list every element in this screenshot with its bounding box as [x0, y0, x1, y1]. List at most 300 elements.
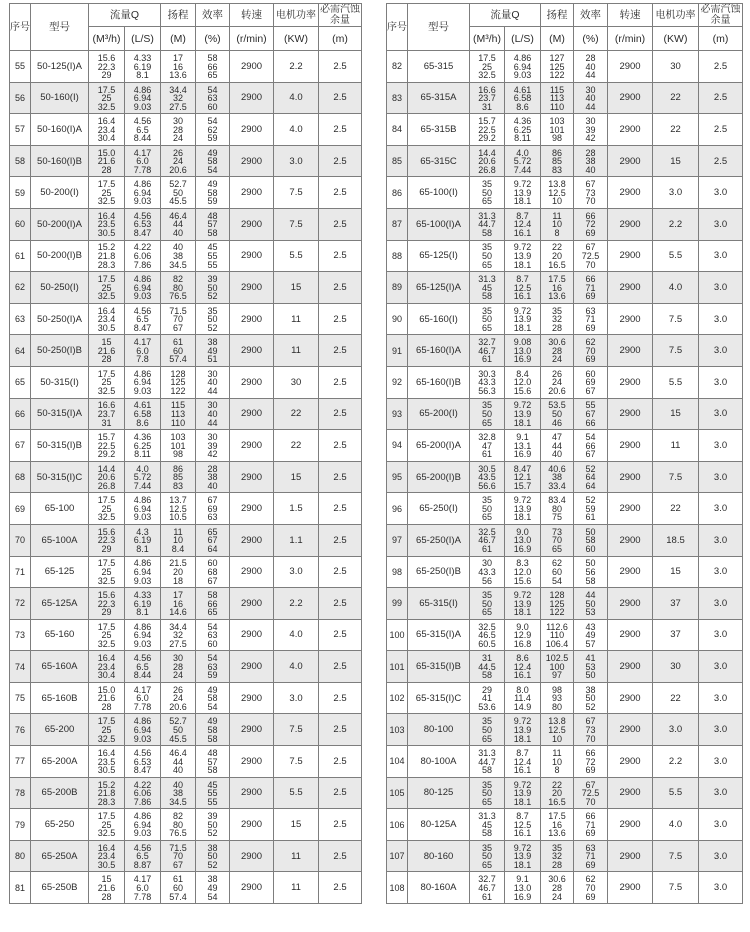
table-row — [10, 809, 362, 841]
flow-ls-cell-value: 6.58 — [513, 93, 532, 104]
head-cell-value: 20 — [552, 788, 563, 799]
head-cell-value: 10 — [552, 219, 563, 230]
flow-ls-cell — [505, 51, 541, 83]
row-index: 58 — [10, 145, 31, 177]
efficiency-cell — [574, 272, 608, 304]
pump-spec-table-left — [9, 3, 362, 904]
head-cell-value: 71.5 — [169, 305, 187, 316]
row-index: 78 — [10, 777, 31, 809]
flow-m3h-cell-value: 31 — [481, 653, 492, 664]
speed-cell: 2900 — [608, 240, 653, 272]
speed-cell: 2900 — [608, 840, 653, 872]
head-cell-value: 24 — [173, 670, 184, 681]
efficiency-cell — [196, 840, 230, 872]
flow-ls-cell-value: 13.9 — [513, 788, 532, 799]
efficiency-cell — [196, 556, 230, 588]
flow-ls-cell — [125, 493, 161, 525]
flow-ls-cell-value: 4.33 — [133, 590, 152, 600]
flow-m3h-cell-value: 32.5 — [97, 575, 116, 586]
flow-m3h-cell-value: 50 — [481, 503, 492, 514]
head-cell-value: 32 — [552, 851, 563, 862]
model-cell: 50-200(I) — [31, 177, 89, 209]
efficiency-cell-value: 54 — [585, 432, 596, 443]
model-cell: 65-315(I)A — [408, 619, 470, 651]
model-cell: 65-200B — [31, 777, 89, 809]
header-speed-unit: (r/min) — [230, 27, 274, 51]
efficiency-cell-value: 30 — [585, 116, 596, 127]
flow-ls-cell-value: 8.44 — [133, 133, 152, 144]
efficiency-cell-value: 71 — [585, 851, 596, 862]
flow-m3h-cell — [470, 398, 505, 430]
head-cell-value: 8 — [554, 765, 560, 776]
head-cell-value: 40 — [173, 228, 184, 239]
efficiency-cell-value: 66 — [585, 811, 596, 822]
efficiency-cell-value: 45 — [207, 242, 218, 253]
motor-power-cell: 1.5 — [274, 493, 319, 525]
flow-ls-cell-value: 6.0 — [136, 882, 149, 893]
flow-m3h-cell-value: 21.6 — [97, 693, 116, 704]
header-head: 扬程 — [541, 4, 574, 27]
npsh-cell: 3.0 — [699, 335, 743, 367]
table-row — [10, 51, 362, 83]
efficiency-cell-value: 39 — [585, 124, 596, 135]
speed-cell: 2900 — [230, 461, 274, 493]
table-row — [10, 82, 362, 114]
efficiency-cell — [574, 335, 608, 367]
header-npsh: 必需汽蚀余量 — [320, 4, 361, 26]
efficiency-cell-value: 54 — [207, 891, 218, 902]
flow-ls-cell-value: 9.72 — [513, 242, 532, 253]
flow-m3h-cell — [89, 335, 125, 367]
motor-power-cell: 15 — [653, 145, 699, 177]
efficiency-cell-value: 69 — [585, 291, 596, 302]
efficiency-cell — [196, 461, 230, 493]
head-cell-value: 24 — [552, 891, 563, 902]
speed-cell: 2900 — [230, 398, 274, 430]
flow-m3h-cell-value: 23.7 — [97, 409, 116, 420]
flow-m3h-cell-value: 25 — [101, 93, 112, 104]
speed-cell: 2900 — [230, 51, 274, 83]
head-cell — [541, 272, 574, 304]
head-cell-value: 44 — [173, 219, 184, 230]
motor-power-cell: 2.2 — [653, 746, 699, 778]
head-cell-value: 83.4 — [548, 495, 566, 506]
flow-m3h-cell — [470, 777, 505, 809]
efficiency-cell-value: 28 — [207, 463, 218, 474]
flow-m3h-cell-value: 16.4 — [97, 210, 116, 221]
model-cell: 65-125 — [31, 556, 89, 588]
flow-ls-cell-value: 6.19 — [133, 598, 152, 609]
flow-m3h-cell — [89, 777, 125, 809]
efficiency-cell — [574, 777, 608, 809]
npsh-cell: 2.5 — [319, 114, 362, 146]
speed-cell: 2900 — [230, 746, 274, 778]
head-cell — [541, 177, 574, 209]
flow-m3h-cell-value: 31.3 — [478, 811, 496, 822]
flow-ls-cell-value: 13.1 — [513, 440, 532, 451]
header-index: 序号 — [10, 4, 31, 51]
flow-m3h-cell-value: 15.6 — [97, 590, 116, 600]
flow-m3h-cell — [89, 524, 125, 556]
speed-cell: 2900 — [608, 272, 653, 304]
npsh-cell: 2.5 — [699, 114, 743, 146]
table-row — [10, 303, 362, 335]
row-index: 83 — [387, 82, 408, 114]
row-index: 84 — [387, 114, 408, 146]
efficiency-cell-value: 28 — [585, 147, 596, 158]
head-cell-value: 24 — [552, 377, 563, 388]
head-cell — [541, 840, 574, 872]
flow-m3h-cell-value: 22.3 — [97, 535, 116, 546]
flow-ls-cell — [125, 840, 161, 872]
flow-m3h-cell-value: 28 — [101, 354, 112, 365]
efficiency-cell-value: 63 — [207, 661, 218, 672]
head-cell-value: 24 — [173, 156, 184, 167]
efficiency-cell — [574, 746, 608, 778]
efficiency-cell-value: 30 — [207, 400, 218, 411]
efficiency-cell-value: 39 — [207, 440, 218, 451]
flow-ls-cell — [505, 240, 541, 272]
flow-m3h-cell-value: 65 — [481, 859, 492, 870]
flow-ls-cell-value: 7.78 — [133, 164, 152, 175]
efficiency-cell-value: 63 — [207, 630, 218, 641]
npsh-cell: 2.5 — [319, 335, 362, 367]
flow-m3h-cell-value: 30.3 — [478, 368, 496, 379]
flow-m3h-cell-value: 25 — [101, 187, 112, 198]
head-cell-value: 52.7 — [169, 179, 187, 190]
efficiency-cell-value: 71 — [585, 819, 596, 830]
flow-m3h-cell-value: 50 — [481, 598, 492, 609]
flow-m3h-cell-value: 46.7 — [478, 345, 496, 356]
flow-ls-cell-value: 7.8 — [136, 354, 149, 365]
head-cell-value: 14.6 — [169, 607, 187, 618]
efficiency-cell-value: 70 — [585, 882, 596, 893]
efficiency-cell-value: 38 — [207, 842, 218, 853]
efficiency-cell-value: 38 — [585, 684, 596, 695]
efficiency-cell-value: 55 — [207, 251, 218, 262]
head-cell — [541, 777, 574, 809]
flow-m3h-cell — [470, 588, 505, 620]
head-cell-value: 54 — [552, 575, 563, 586]
flow-ls-cell-value: 6.94 — [133, 567, 152, 577]
flow-m3h-cell-value: 21.8 — [97, 788, 116, 799]
row-index: 104 — [387, 746, 408, 778]
flow-ls-cell-value: 4.36 — [513, 116, 532, 127]
head-cell — [161, 398, 196, 430]
npsh-cell: 2.5 — [319, 777, 362, 809]
efficiency-cell-value: 60 — [207, 558, 218, 569]
motor-power-cell: 22 — [653, 493, 699, 525]
flow-ls-cell-value: 6.53 — [133, 219, 152, 230]
header-head-unit: (M) — [541, 27, 574, 51]
npsh-cell: 2.5 — [319, 272, 362, 304]
model-cell: 50-200(I)B — [31, 240, 89, 272]
motor-power-cell: 11 — [274, 872, 319, 904]
flow-ls-cell-value: 8.7 — [516, 747, 529, 758]
npsh-cell: 2.5 — [319, 809, 362, 841]
head-cell — [161, 461, 196, 493]
flow-ls-cell-value: 6.19 — [133, 61, 152, 72]
flow-ls-cell-value: 4.86 — [133, 368, 152, 379]
efficiency-cell-value: 44 — [207, 417, 218, 428]
flow-ls-cell-value: 13.0 — [513, 345, 532, 356]
flow-ls-cell — [125, 461, 161, 493]
head-cell-value: 13.8 — [548, 179, 566, 190]
head-cell-value: 82 — [173, 274, 184, 285]
head-cell-value: 17 — [173, 590, 184, 600]
head-cell-value: 28 — [173, 124, 184, 135]
head-cell-value: 46.4 — [169, 747, 187, 758]
header-flow-m3h: (M³/h) — [470, 27, 505, 51]
flow-m3h-cell — [89, 872, 125, 904]
head-cell — [161, 240, 196, 272]
flow-m3h-cell-value: 50 — [481, 409, 492, 420]
row-index: 100 — [387, 619, 408, 651]
head-cell-value: 16 — [173, 61, 184, 72]
flow-m3h-cell-value: 16.4 — [97, 305, 116, 316]
row-index: 65 — [10, 366, 31, 398]
head-cell-value: 122 — [549, 607, 565, 618]
flow-ls-cell — [505, 208, 541, 240]
table-row — [387, 208, 743, 240]
head-cell-value: 38 — [552, 472, 563, 483]
npsh-cell: 2.5 — [319, 524, 362, 556]
efficiency-cell-value: 55 — [585, 400, 596, 411]
efficiency-cell — [196, 398, 230, 430]
flow-m3h-cell — [470, 114, 505, 146]
row-index: 93 — [387, 398, 408, 430]
efficiency-cell-value: 60 — [207, 101, 218, 112]
flow-m3h-cell-value: 46.7 — [478, 882, 496, 893]
flow-ls-cell-value: 6.94 — [133, 282, 152, 293]
head-cell — [541, 430, 574, 462]
flow-ls-cell-value: 4.86 — [133, 84, 152, 95]
row-index: 60 — [10, 208, 31, 240]
efficiency-cell-value: 57 — [207, 756, 218, 767]
head-cell-value: 38 — [173, 788, 184, 799]
head-cell-value: 50 — [552, 409, 563, 420]
head-cell-value: 10 — [552, 733, 563, 744]
efficiency-cell-value: 49 — [207, 179, 218, 190]
efficiency-cell — [196, 51, 230, 83]
flow-m3h-cell-value: 56 — [481, 575, 492, 586]
head-cell-value: 24 — [173, 133, 184, 144]
flow-m3h-cell-value: 46.7 — [478, 535, 496, 546]
efficiency-cell-value: 53 — [585, 607, 596, 618]
flow-ls-cell-value: 12.4 — [513, 756, 532, 767]
npsh-cell: 2.5 — [699, 51, 743, 83]
motor-power-cell: 7.5 — [274, 208, 319, 240]
head-cell — [541, 588, 574, 620]
flow-ls-cell-value: 9.72 — [513, 400, 532, 411]
row-index: 103 — [387, 714, 408, 746]
row-index: 79 — [10, 809, 31, 841]
table-row — [387, 177, 743, 209]
flow-ls-cell — [125, 51, 161, 83]
head-cell-value: 86 — [173, 463, 184, 474]
head-cell-value: 10 — [173, 535, 184, 546]
flow-ls-cell-value: 16.9 — [513, 891, 532, 902]
flow-ls-cell-value: 18.1 — [513, 322, 532, 333]
head-cell-value: 113 — [170, 409, 186, 420]
flow-ls-cell-value: 18.1 — [513, 733, 532, 744]
npsh-cell: 3.0 — [699, 651, 743, 683]
flow-ls-cell-value: 4.61 — [513, 84, 532, 95]
head-cell-value: 16.5 — [548, 796, 566, 807]
flow-m3h-cell-value: 32.7 — [478, 874, 496, 885]
flow-m3h-cell-value: 25 — [101, 282, 112, 293]
flow-m3h-cell-value: 17.5 — [97, 811, 116, 822]
flow-m3h-cell-value: 65 — [481, 322, 492, 333]
head-cell-value: 110 — [170, 417, 186, 428]
model-cell: 65-100(I) — [408, 177, 470, 209]
motor-power-cell: 7.5 — [274, 714, 319, 746]
flow-m3h-cell-value: 28 — [101, 701, 112, 712]
efficiency-cell-value: 62 — [585, 337, 596, 348]
table-row — [10, 335, 362, 367]
motor-power-cell: 3.0 — [653, 177, 699, 209]
model-cell: 50-250(I) — [31, 272, 89, 304]
row-index: 95 — [387, 461, 408, 493]
flow-m3h-cell-value: 58 — [481, 670, 492, 681]
head-cell-value: 83 — [552, 164, 563, 175]
efficiency-cell-value: 40 — [585, 164, 596, 175]
head-cell-value: 45.5 — [169, 733, 187, 744]
flow-ls-cell-value: 6.94 — [513, 61, 532, 72]
efficiency-cell-value: 50 — [585, 598, 596, 609]
flow-m3h-cell-value: 30.4 — [97, 670, 116, 681]
head-cell-value: 35 — [552, 842, 563, 853]
flow-m3h-cell-value: 47 — [481, 440, 492, 451]
efficiency-cell — [574, 619, 608, 651]
model-cell: 65-315(I)B — [408, 651, 470, 683]
efficiency-cell-value: 50 — [585, 670, 596, 681]
flow-ls-cell-value: 9.03 — [133, 733, 152, 744]
efficiency-cell-value: 39 — [207, 811, 218, 822]
model-cell: 65-315A — [408, 82, 470, 114]
speed-cell: 2900 — [608, 335, 653, 367]
row-index: 72 — [10, 588, 31, 620]
flow-ls-cell-value: 8.6 — [136, 417, 149, 428]
head-cell-value: 28 — [552, 322, 563, 333]
flow-m3h-cell-value: 25 — [101, 630, 112, 641]
flow-m3h-cell-value: 23.5 — [97, 756, 116, 767]
flow-m3h-cell-value: 15.2 — [97, 779, 116, 790]
flow-m3h-cell — [470, 145, 505, 177]
efficiency-cell — [574, 714, 608, 746]
flow-m3h-cell-value: 56.6 — [478, 480, 496, 491]
table-row — [387, 556, 743, 588]
flow-ls-cell — [125, 272, 161, 304]
model-cell: 80-100A — [408, 746, 470, 778]
head-cell-value: 20.6 — [169, 701, 187, 712]
row-index: 68 — [10, 461, 31, 493]
head-cell-value: 17.5 — [548, 274, 566, 285]
flow-ls-cell-value: 6.06 — [133, 788, 152, 799]
flow-m3h-cell-value: 29.2 — [97, 449, 116, 460]
head-cell-value: 40 — [173, 765, 184, 776]
head-cell-value: 20 — [173, 567, 184, 577]
flow-ls-cell — [125, 335, 161, 367]
flow-ls-cell-value: 18.1 — [513, 796, 532, 807]
head-cell-value: 60 — [173, 882, 184, 893]
head-cell-value: 16 — [552, 282, 563, 293]
flow-ls-cell — [505, 682, 541, 714]
flow-m3h-cell-value: 14.4 — [97, 463, 116, 474]
speed-cell: 2900 — [230, 809, 274, 841]
flow-m3h-cell-value: 44.5 — [478, 661, 496, 672]
flow-m3h-cell — [89, 682, 125, 714]
table-row — [387, 145, 743, 177]
head-cell-value: 80 — [173, 282, 184, 293]
row-index: 82 — [387, 51, 408, 83]
efficiency-cell-value: 44 — [585, 590, 596, 600]
flow-m3h-cell-value: 32.5 — [478, 526, 496, 537]
flow-m3h-cell-value: 17.5 — [97, 558, 116, 569]
motor-power-cell: 4.0 — [274, 651, 319, 683]
flow-ls-cell — [125, 398, 161, 430]
flow-m3h-cell-value: 35 — [481, 842, 492, 853]
flow-ls-cell-value: 13.9 — [513, 314, 532, 325]
table-row — [10, 777, 362, 809]
flow-ls-cell-value: 6.94 — [133, 819, 152, 830]
efficiency-cell — [196, 272, 230, 304]
efficiency-cell — [574, 240, 608, 272]
head-cell-value: 12.5 — [548, 724, 566, 735]
flow-m3h-cell — [470, 240, 505, 272]
flow-m3h-cell — [89, 461, 125, 493]
table-row — [10, 461, 362, 493]
npsh-cell: 2.5 — [319, 177, 362, 209]
flow-ls-cell-value: 4.17 — [133, 337, 152, 348]
motor-power-cell: 2.2 — [274, 588, 319, 620]
efficiency-cell-value: 69 — [585, 377, 596, 388]
flow-ls-cell — [125, 682, 161, 714]
row-index: 69 — [10, 493, 31, 525]
efficiency-cell-value: 49 — [207, 684, 218, 695]
efficiency-cell-value: 57 — [207, 219, 218, 230]
head-cell-value: 98 — [173, 449, 184, 460]
flow-ls-cell — [505, 493, 541, 525]
head-cell — [161, 82, 196, 114]
head-cell-value: 27.5 — [169, 638, 187, 649]
flow-ls-cell-value: 9.72 — [513, 590, 532, 600]
speed-cell: 2900 — [608, 682, 653, 714]
flow-m3h-cell-value: 23.4 — [97, 124, 116, 135]
flow-ls-cell-value: 12.4 — [513, 661, 532, 672]
flow-m3h-cell-value: 30.5 — [97, 765, 116, 776]
flow-ls-cell-value: 4.56 — [133, 842, 152, 853]
head-cell-value: 70 — [173, 314, 184, 325]
flow-m3h-cell-value: 50 — [481, 314, 492, 325]
flow-ls-cell-value: 7.44 — [133, 480, 152, 491]
model-cell: 65-250(I)A — [408, 524, 470, 556]
efficiency-cell-value: 58 — [207, 765, 218, 776]
efficiency-cell — [196, 619, 230, 651]
efficiency-cell — [574, 51, 608, 83]
efficiency-cell-value: 71 — [585, 282, 596, 293]
table-row — [387, 524, 743, 556]
efficiency-cell-value: 72.5 — [581, 251, 600, 262]
flow-m3h-cell-value: 58 — [481, 291, 492, 302]
efficiency-cell-value: 62 — [207, 124, 218, 135]
flow-m3h-cell-value: 58 — [481, 828, 492, 839]
efficiency-cell-value: 60 — [207, 638, 218, 649]
head-cell — [541, 145, 574, 177]
flow-ls-cell-value: 13.9 — [513, 409, 532, 420]
speed-cell: 2900 — [230, 82, 274, 114]
flow-m3h-cell-value: 32.5 — [97, 828, 116, 839]
